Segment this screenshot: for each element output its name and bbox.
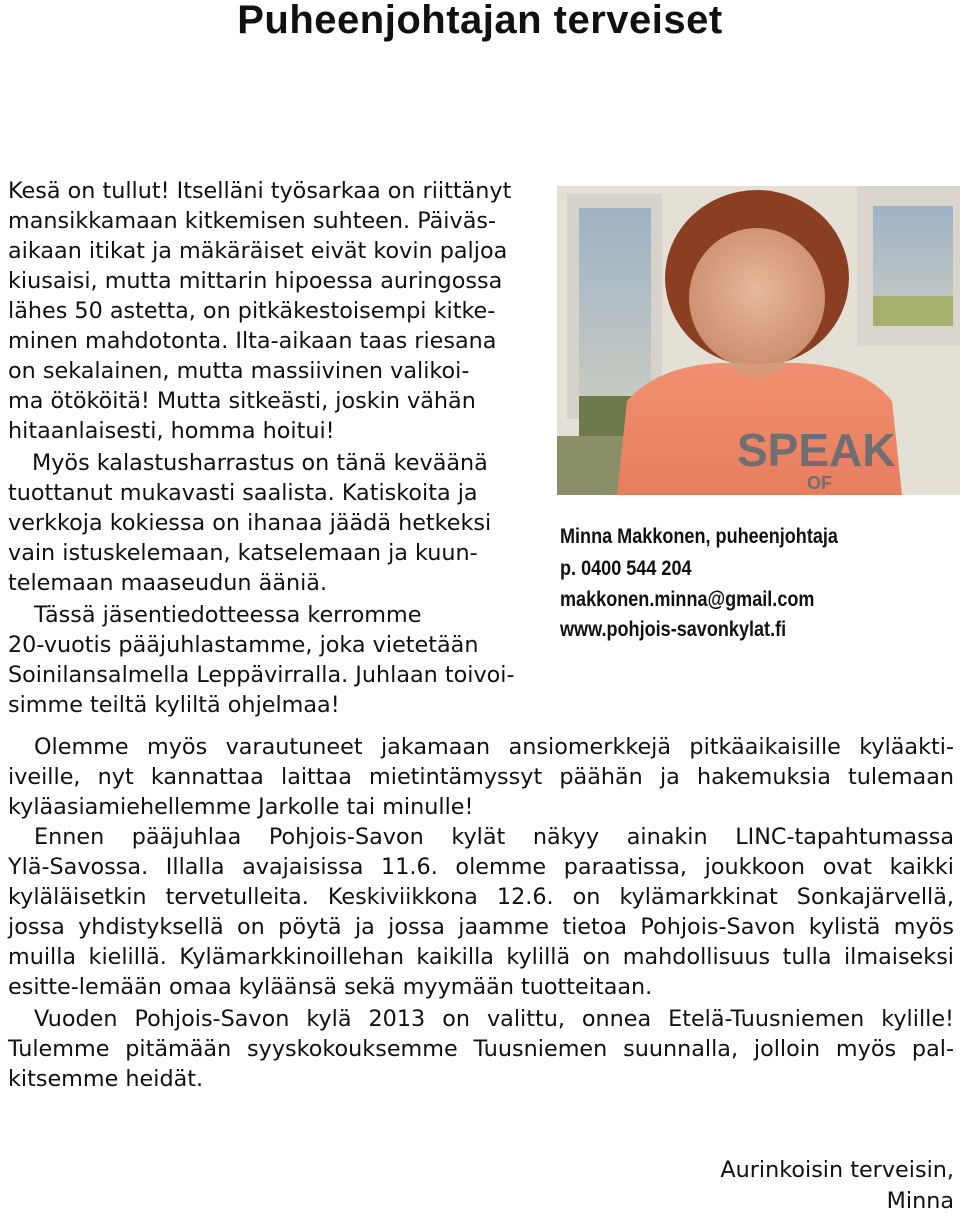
page-title: Puheenjohtajan terveiset <box>237 0 723 42</box>
text-line: hitaanlaisesti, homma hoitui! <box>8 418 335 444</box>
text-line: kyläasiamiehellemme Jarkolle tai minulle! <box>8 794 474 820</box>
text-line: jossa yhdistyksellä on pöytä ja jossa jaamme tietoa Pohjois-Savon kylistä myös <box>8 914 954 940</box>
text-line: Ylä-Savossa. Illalla avajaisissa 11.6. olemme paraatissa, joukkoon ovat kaikki <box>8 854 954 880</box>
text-line: verkkoja kokiessa on ihanaa jäädä hetkeksi <box>8 510 492 536</box>
contact-phone: p. 0400 544 204 <box>560 557 692 580</box>
text-line: tuottanut mukavasti saalista. Katiskoita ja <box>8 480 478 506</box>
text-line: aikaan itikat ja mäkäräiset eivät kovin paljoa <box>8 238 508 264</box>
text-line: Tässä jäsentiedotteessa kerromme <box>34 602 422 628</box>
text-line: ma ötököitä! Mutta sitkeästi, joskin vähän <box>8 388 476 414</box>
contact-email: makkonen.minna@gmail.com <box>560 588 815 611</box>
text-line: on sekalainen, mutta massiivinen valikoi- <box>8 358 470 384</box>
text-line: Soinilansalmella Leppävirralla. Juhlaan toivoi- <box>8 662 515 688</box>
text-line: Vuoden Pohjois-Savon kylä 2013 on valittu, onnea Etelä-Tuusniemen kylille! <box>34 1006 954 1032</box>
signature-name: Minna <box>886 1188 954 1214</box>
text-line: kiusaisi, mutta mittarin hipoessa auringossa <box>8 268 503 294</box>
text-line: Kesä on tullut! Itselläni työsarkaa on riittänyt <box>8 178 512 204</box>
text-line: Olemme myös varautuneet jakamaan ansiomerkkejä pitkäaikaisille kyläakti- <box>34 734 954 760</box>
contact-name: Minna Makkonen, puheenjohtaja <box>560 525 838 548</box>
text-line: kitsemme heidät. <box>8 1066 204 1092</box>
text-line: iveille, nyt kannattaa laittaa mietintämyssyt päähän ja hakemuksia tulemaan <box>8 764 954 790</box>
shirt-print-text-small: OF <box>807 473 832 493</box>
text-line: telemaan maaseudun ääniä. <box>8 570 328 596</box>
text-line: simme teiltä kyliltä ohjelmaa! <box>8 692 340 718</box>
text-line: mansikkamaan kitkemisen suhteen. Päiväs- <box>8 208 497 234</box>
text-line: Ennen pääjuhlaa Pohjois-Savon kylät näkyy ainakin LINC-tapahtumassa <box>34 824 954 850</box>
text-line: vain istuskelemaan, katselemaan ja kuun- <box>8 540 478 566</box>
text-line: kyläläisetkin tervetulleita. Keskiviikkona 12.6. on kylämarkkinat Sonkajärvellä, <box>8 884 954 910</box>
text-line: minen mahdotonta. Ilta-aikaan taas riesana <box>8 328 497 354</box>
text-line: muilla kielillä. Kylämarkkinoillehan kaikilla kylillä on mahdollisuus tulla ilmaiseksi <box>8 944 954 970</box>
text-line: Tulemme pitämään syyskokouksemme Tuusniemen suunnalla, jolloin myös pal- <box>8 1036 954 1062</box>
contact-website: www.pohjois-savonkylat.fi <box>560 618 787 641</box>
text-line: Myös kalastusharrastus on tänä keväänä <box>32 450 488 476</box>
text-line: lähes 50 astetta, on pitkäkestoisempi kitke- <box>8 298 496 324</box>
shirt-print-text: SPEAK <box>737 424 896 476</box>
signature-greeting: Aurinkoisin terveisin, <box>720 1157 954 1183</box>
text-line: esitte-lemään omaa kyläänsä sekä myymään tuotteitaan. <box>8 974 653 1000</box>
chairperson-photo <box>557 186 960 495</box>
text-line: 20-vuotis pääjuhlastamme, joka vietetään <box>8 632 479 658</box>
